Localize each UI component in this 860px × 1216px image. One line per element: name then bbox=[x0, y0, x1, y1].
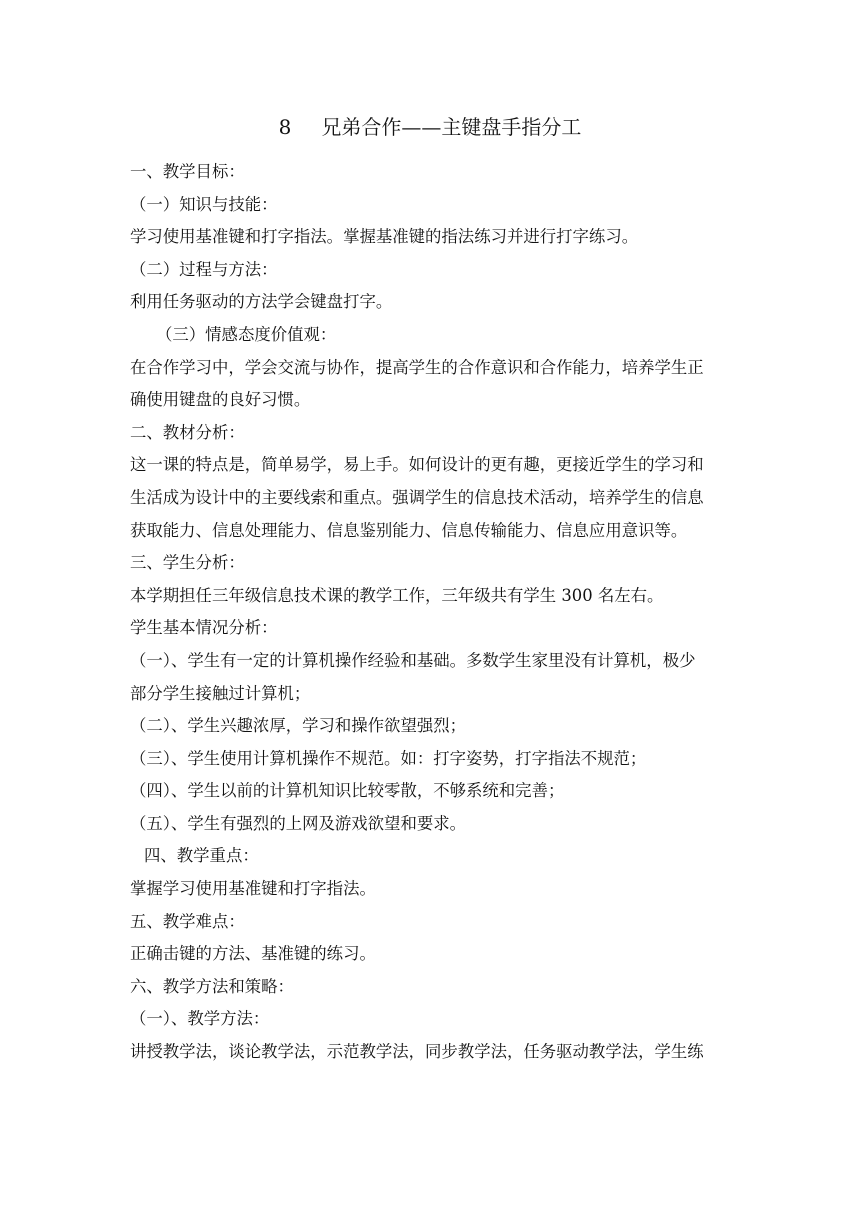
subheading-process-methods: （二）过程与方法： bbox=[130, 259, 278, 279]
paragraph-line: 生活成为设计中的主要线索和重点。强调学生的信息技术活动，培养学生的信息 bbox=[130, 487, 704, 507]
subheading-knowledge-skills: （一）知识与技能： bbox=[130, 194, 278, 214]
paragraph-line: 讲授教学法，谈论教学法，示范教学法，同步教学法，任务驱动教学法，学生练 bbox=[130, 1042, 704, 1062]
subheading-teaching-methods: （一）、教学方法： bbox=[130, 1009, 270, 1029]
section-heading-objectives: 一、教学目标： bbox=[130, 162, 245, 181]
paragraph-line: 利用任务驱动的方法学会键盘打字。 bbox=[130, 292, 393, 312]
list-item: （三）、学生使用计算机操作不规范。如：打字姿势，打字指法不规范； bbox=[130, 748, 647, 768]
paragraph-line: 正确击键的方法、基准键的练习。 bbox=[130, 944, 376, 964]
lesson-number: 8 bbox=[278, 115, 292, 139]
document-title bbox=[0, 113, 860, 141]
list-item: （一）、学生有一定的计算机操作经验和基础。多数学生家里没有计算机，极少 bbox=[130, 650, 696, 670]
list-item: （四）、学生以前的计算机知识比较零散，不够系统和完善； bbox=[130, 781, 565, 801]
section-heading-methods-strategies: 六、教学方法和策略： bbox=[130, 976, 294, 996]
list-item: （二）、学生兴趣浓厚，学习和操作欲望强烈； bbox=[130, 716, 467, 736]
paragraph-line: 学习使用基准键和打字指法。掌握基准键的指法练习并进行打字练习。 bbox=[130, 227, 639, 247]
paragraph-line: 这一课的特点是，简单易学，易上手。如何设计的更有趣，更接近学生的学习和 bbox=[130, 455, 704, 475]
list-item-continuation: 部分学生接触过计算机； bbox=[130, 683, 311, 703]
section-heading-key-points: 四、教学重点： bbox=[144, 846, 259, 866]
paragraph-line: 本学期担任三年级信息技术课的教学工作，三年级共有学生 300 名左右。 bbox=[130, 585, 664, 605]
paragraph-line: 确使用键盘的良好习惯。 bbox=[130, 390, 311, 410]
document-body bbox=[130, 156, 740, 1069]
subheading-attitude-values: （三）情感态度价值观： bbox=[156, 324, 337, 344]
paragraph-line: 获取能力、信息处理能力、信息鉴别能力、信息传输能力、信息应用意识等。 bbox=[130, 520, 688, 540]
list-item: （五）、学生有强烈的上网及游戏欲望和要求。 bbox=[130, 813, 467, 833]
lesson-title: 兄弟合作——主键盘手指分工 bbox=[321, 115, 582, 139]
section-heading-difficulties: 五、教学难点： bbox=[130, 911, 245, 931]
section-heading-student-analysis: 三、学生分析： bbox=[130, 553, 245, 573]
section-heading-material-analysis: 二、教材分析： bbox=[130, 422, 245, 442]
paragraph-line: 在合作学习中，学会交流与协作，提高学生的合作意识和合作能力，培养学生正 bbox=[130, 357, 704, 377]
paragraph-line: 掌握学习使用基准键和打字指法。 bbox=[130, 879, 376, 899]
subheading-student-situation: 学生基本情况分析： bbox=[130, 618, 278, 638]
